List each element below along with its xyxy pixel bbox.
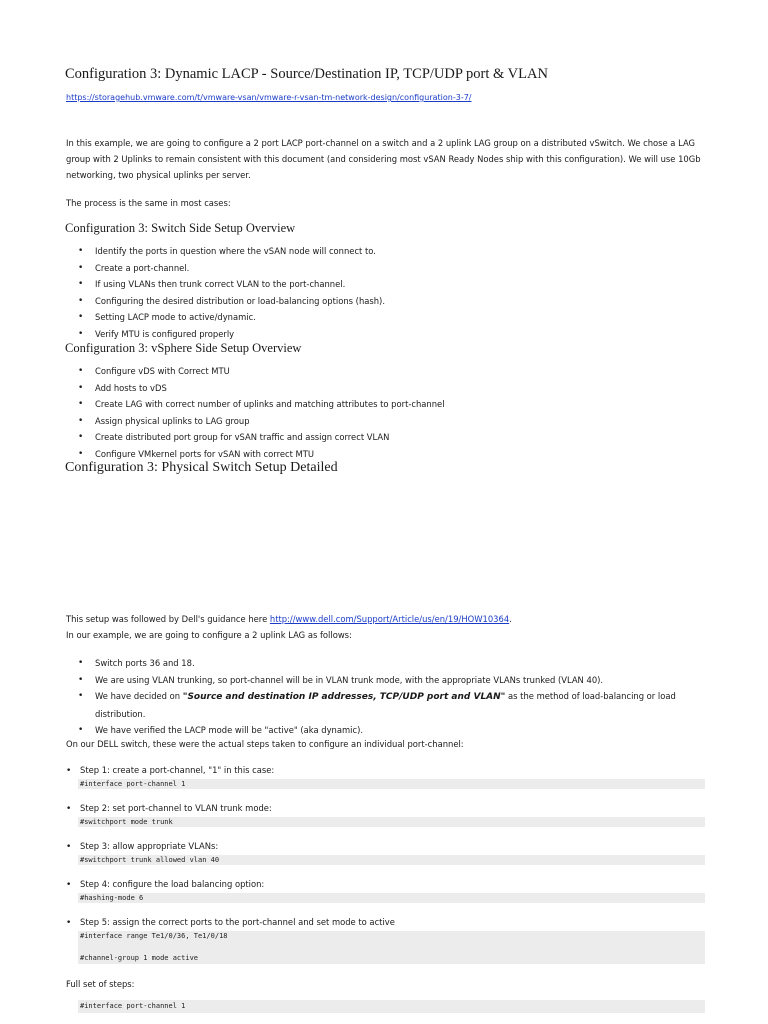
list-item: • Create a port-channel. [78,260,708,277]
full-set-text: Full set of steps: [66,979,135,989]
step-3-label: Step 3: allow appropriate VLANs: [80,841,219,851]
item-text-post: as the method of load-balancing or load distribution. [95,691,676,719]
dell-guidance-text [66,611,706,627]
step-5-label: Step 5: assign the correct ports to the port-channel and set mode to active [80,917,395,927]
switch-side-heading: Configuration 3: Switch Side Setup Overview [65,221,296,235]
list-item: • Configure vDS with Correct MTU [78,363,708,380]
step-2: • Step 2: set port-channel to VLAN trunk mode: [66,803,272,814]
step-4: • Step 4: configure the load balancing option: [66,879,265,890]
vsphere-side-list [78,363,708,462]
code-line: #interface range Te1/0/36, Te1/0/18 [80,932,228,940]
switch-side-list [78,243,708,342]
list-item: • We have verified the LACP mode will be "active" (aka dynamic). [78,722,708,739]
list-item: • Add hosts to vDS [78,380,708,397]
item-text-emphasis: "Source and destination IP addresses, TCP/UDP port and VLAN" [182,692,506,702]
example-list [78,655,708,739]
code-line: #channel-group 1 mode active [80,954,199,962]
list-item: • Assign physical uplinks to LAG group [78,413,708,430]
list-item: • Configuring the desired distribution or load-balancing options (hash). [78,293,708,310]
list-item: • Verify MTU is configured properly [78,326,708,343]
step-3: • Step 3: allow appropriate VLANs: [66,841,219,852]
list-item [78,688,708,722]
dell-guidance-suffix: . [509,614,512,624]
step-1-label: Step 1: create a port-channel, "1" in this case: [80,765,275,775]
code-block: #switchport trunk allowed vlan 40 [78,855,705,865]
page-title: Configuration 3: Dynamic LACP - Source/Destination IP, TCP/UDP port & VLAN [65,66,548,82]
vsphere-side-heading: Configuration 3: vSphere Side Setup Overview [65,341,302,355]
process-text: The process is the same in most cases: [66,198,231,208]
item-text-pre: We have decided on [95,691,183,701]
code-block: #switchport mode trunk [78,817,705,827]
list-item: • Create LAG with correct number of uplinks and matching attributes to port-channel [78,396,708,413]
list-item: • If using VLANs then trunk correct VLAN to the port-channel. [78,276,708,293]
step-2-label: Step 2: set port-channel to VLAN trunk mode: [80,803,272,813]
code-block: #interface port-channel 1 [78,779,705,789]
code-block: #hashing-mode 6 [78,893,705,903]
list-item: • Setting LACP mode to active/dynamic. [78,309,708,326]
list-item: • Configure VMkernel ports for vSAN with correct MTU [78,446,708,463]
source-link[interactable]: https://storagehub.vmware.com/t/vmware-vsan/vmware-r-vsan-tm-network-design/configuration-3-7/ [66,93,472,102]
step-1: • Step 1: create a port-channel, "1" in this case: [66,765,275,776]
dell-link[interactable]: http://www.dell.com/Support/Article/us/en/19/HOW10364 [269,614,510,624]
physical-switch-heading: Configuration 3: Physical Switch Setup Detailed [65,460,338,475]
dell-guidance-label: This setup was followed by Dell's guidance here [66,614,270,624]
step-5: • Step 5: assign the correct ports to the port-channel and set mode to active [66,917,395,928]
step-4-label: Step 4: configure the load balancing option: [80,879,265,889]
dell-steps-text: On our DELL switch, these were the actual steps taken to configure an individual port-channel: [66,739,464,749]
list-item: • We are using VLAN trunking, so port-channel will be in VLAN trunk mode, with the appropriate VLANs trunked (VLAN 40). [78,672,708,689]
intro-paragraph: In this example, we are going to configure a 2 port LACP port-channel on a switch and a 2 uplink LAG group on a distributed vSwitch. We chose a LAG group with 2 Uplinks to remain consistent with this document (and considering most vSAN Ready Nodes ship with this configuration). We will use 10Gb networking, two physical uplinks per server. [66,138,701,180]
example-text: In our example, we are going to configure a 2 uplink LAG as follows: [66,630,352,640]
list-item: • Switch ports 36 and 18. [78,655,708,672]
code-block [78,931,705,964]
code-block: #interface port-channel 1 [78,1000,705,1013]
list-item: • Identify the ports in question where the vSAN node will connect to. [78,243,708,260]
list-item: • Create distributed port group for vSAN traffic and assign correct VLAN [78,429,708,446]
